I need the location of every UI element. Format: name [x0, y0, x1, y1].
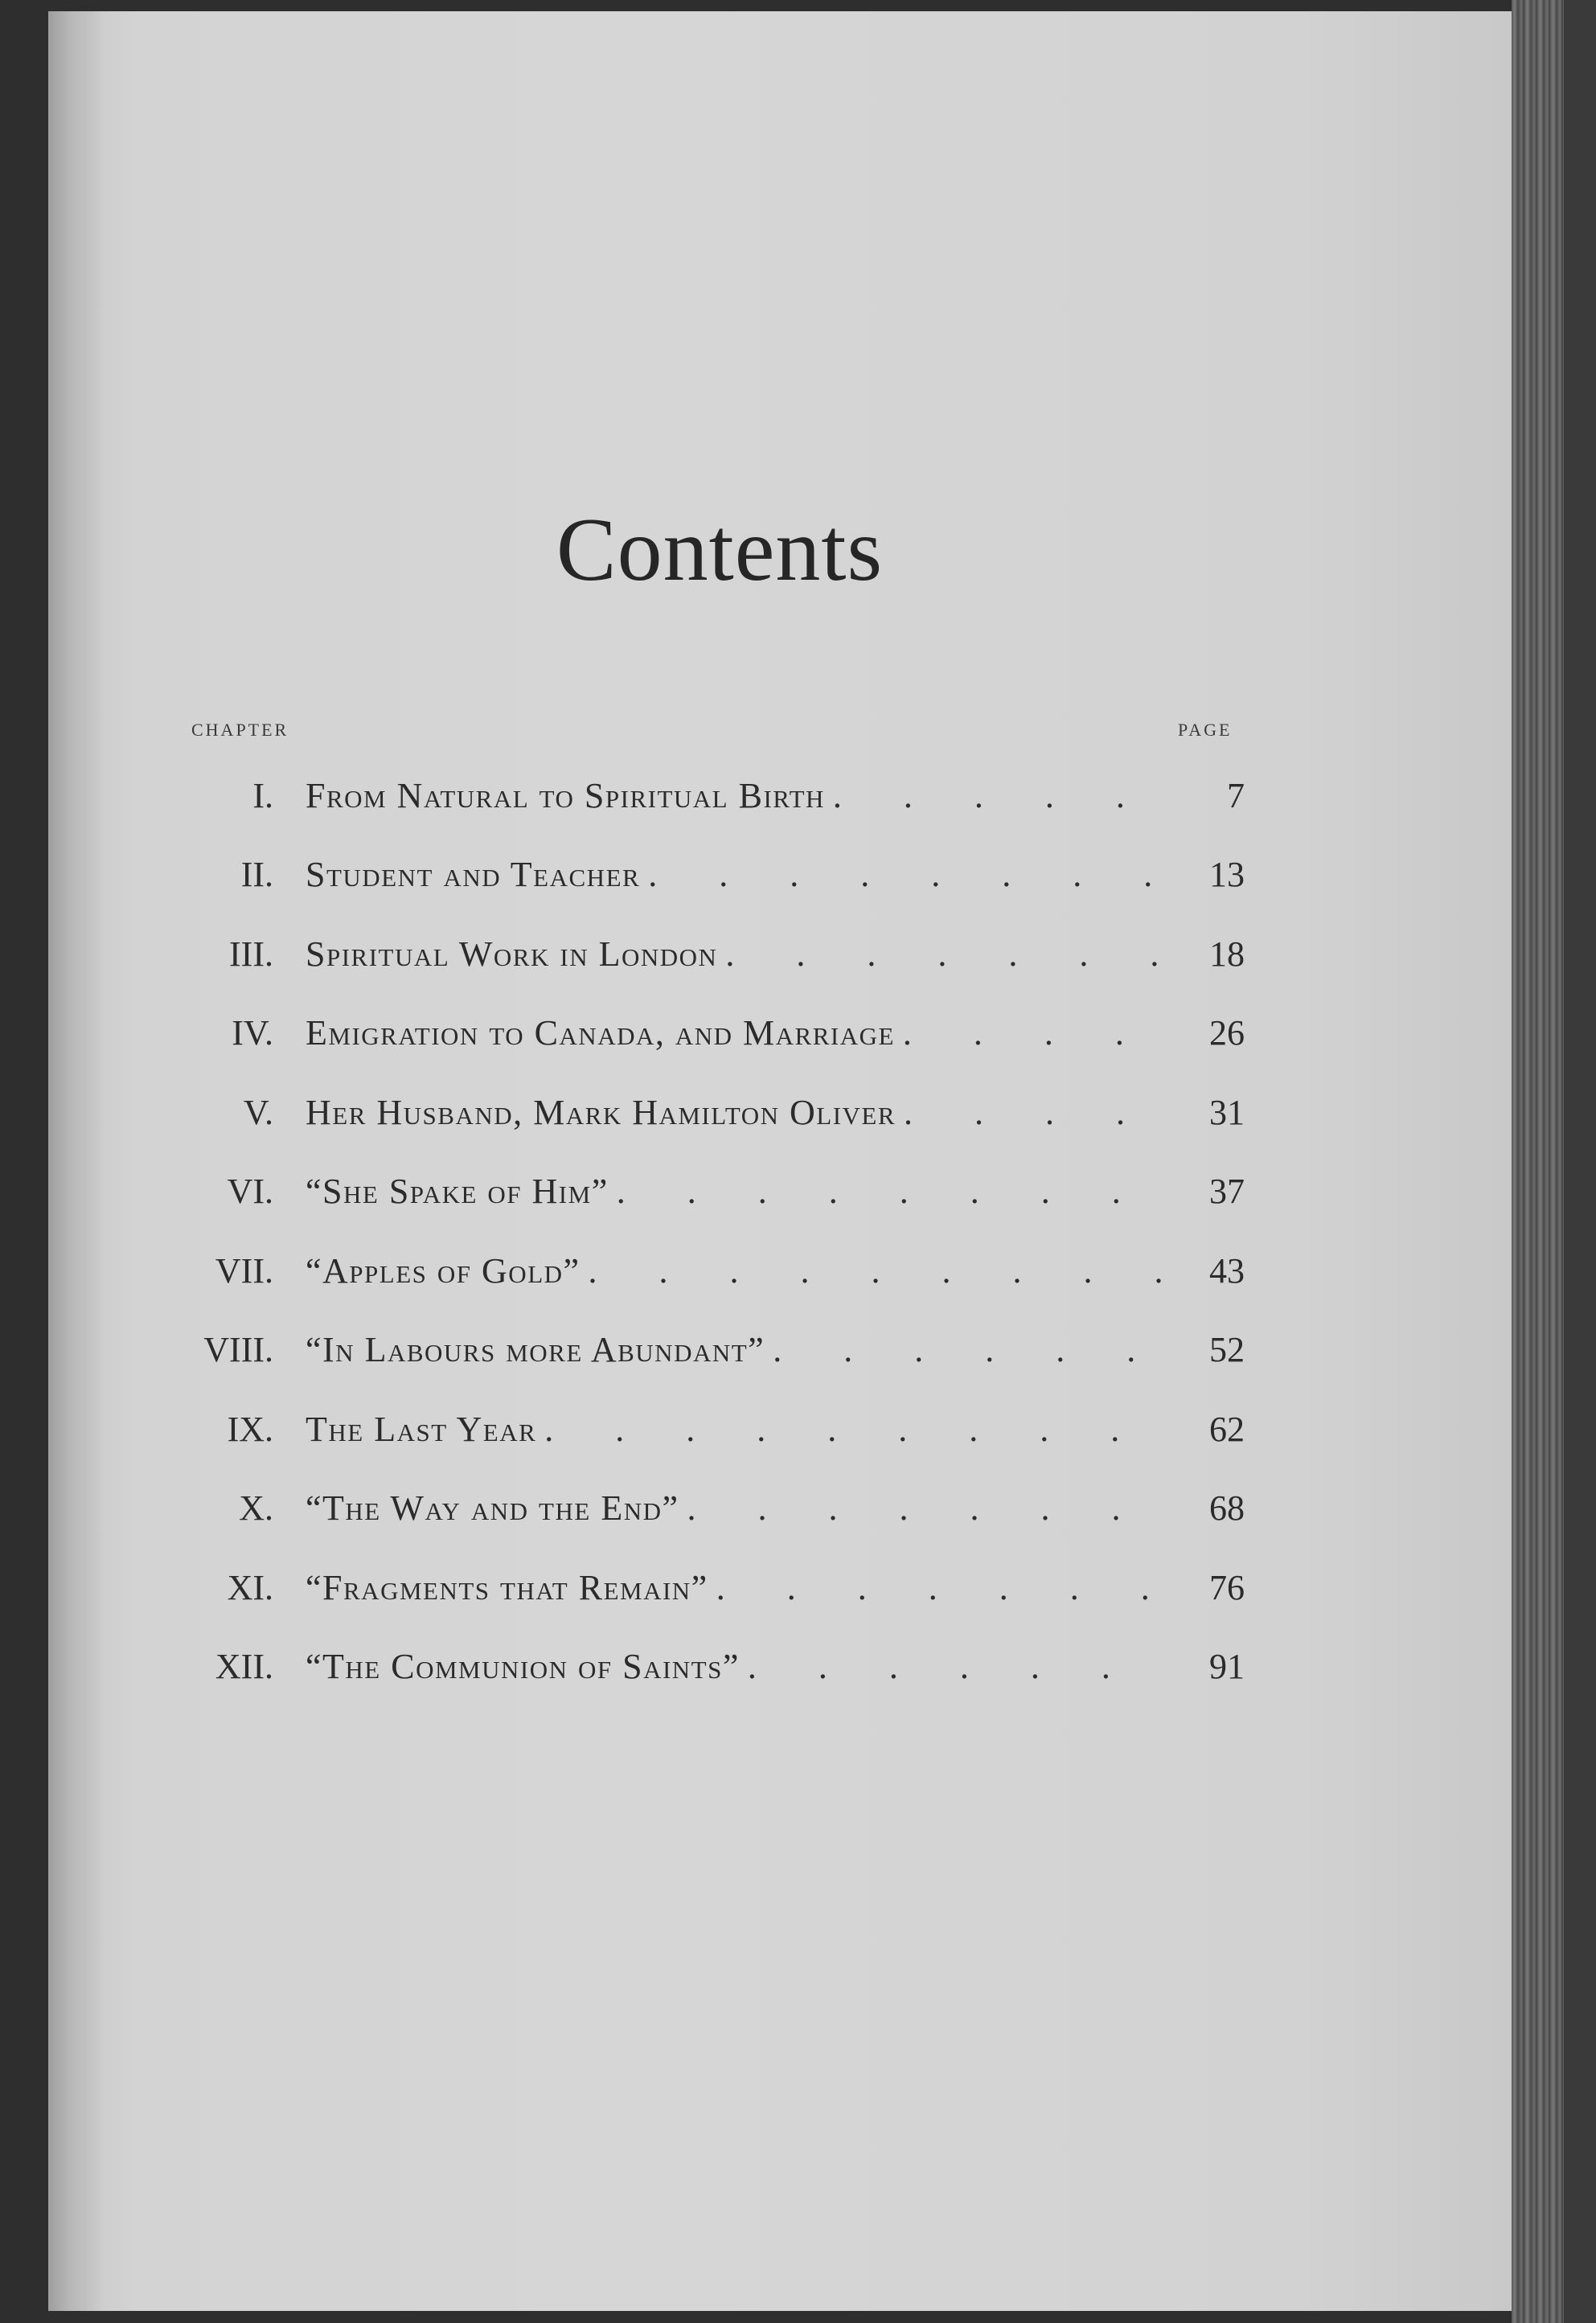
chapter-numeral: VIII.: [203, 1330, 273, 1370]
toc-entry: [161, 1231, 1254, 1311]
page-number: 31: [1209, 1092, 1245, 1132]
page-number: 91: [1209, 1647, 1245, 1687]
dot-leader: [773, 1329, 1172, 1370]
chapter-numeral: V.: [243, 1092, 273, 1132]
toc-entry: [161, 756, 1254, 835]
toc-entry: [161, 1152, 1254, 1232]
toc-entry: [161, 1073, 1254, 1152]
toc-entry: [161, 914, 1254, 994]
chapter-entry: [306, 1646, 1172, 1687]
chapter-title: “The Communion of Saints”: [306, 1647, 740, 1687]
page-number: 43: [1209, 1250, 1245, 1291]
toc-entry: [161, 1548, 1254, 1627]
chapter-entry: [306, 1012, 1172, 1053]
toc-entry: [161, 1469, 1254, 1549]
book-cover-edge: [1564, 0, 1596, 2323]
chapter-numeral: II.: [240, 855, 273, 895]
chapter-numeral: I.: [252, 775, 273, 815]
dot-leader: [833, 775, 1172, 816]
page-number: 13: [1209, 855, 1245, 895]
dot-leader: [589, 1250, 1172, 1291]
toc-entry: [161, 1311, 1254, 1390]
page-number: 26: [1209, 1013, 1245, 1053]
chapter-numeral: IV.: [232, 1013, 273, 1053]
chapter-entry: [306, 934, 1172, 975]
chapter-entry: [306, 1488, 1172, 1529]
dot-leader: [725, 934, 1172, 975]
chapter-title: “Fragments that Remain”: [306, 1567, 708, 1607]
gutter-shadow: [48, 11, 105, 2311]
chapter-entry: [306, 1409, 1172, 1450]
chapter-numeral: IX.: [227, 1409, 273, 1449]
chapter-entry: [306, 1250, 1172, 1291]
toc-entry: [161, 1389, 1254, 1469]
chapter-title: Her Husband, Mark Hamilton Oliver: [306, 1092, 896, 1132]
chapter-numeral: VII.: [215, 1250, 273, 1291]
chapter-entry: [306, 1567, 1172, 1608]
chapter-numeral: VI.: [227, 1172, 273, 1212]
page-number: 18: [1209, 934, 1245, 974]
chapter-entry: [306, 854, 1172, 895]
dot-leader: [687, 1488, 1173, 1529]
dot-leader: [617, 1171, 1172, 1212]
page-number: 68: [1209, 1488, 1245, 1529]
page-number: 37: [1209, 1172, 1245, 1212]
toc-entry: [161, 835, 1254, 915]
chapter-title: Emigration to Canada, and Marriage: [306, 1013, 895, 1053]
toc-entry: [161, 1627, 1254, 1707]
page-title: Contents: [556, 500, 884, 600]
chapter-numeral: X.: [239, 1488, 273, 1529]
toc-entry: [161, 994, 1254, 1073]
page-number: 7: [1227, 775, 1245, 815]
page-column-header: PAGE: [1178, 720, 1233, 740]
chapter-entry: [306, 1171, 1172, 1212]
dot-leader: [748, 1646, 1172, 1687]
dot-leader: [648, 854, 1172, 895]
dot-leader: [716, 1567, 1172, 1608]
chapter-entry: [306, 1329, 1172, 1370]
chapter-column-header: CHAPTER: [191, 720, 289, 740]
chapter-title: “She Spake of Him”: [306, 1172, 609, 1212]
chapter-title: Student and Teacher: [306, 855, 641, 895]
chapter-title: The Last Year: [306, 1409, 537, 1449]
page-number: 52: [1209, 1330, 1245, 1370]
chapter-title: From Natural to Spiritual Birth: [306, 775, 825, 815]
chapter-title: “Apples of Gold”: [306, 1250, 581, 1291]
table-of-contents: [161, 756, 1254, 1706]
dot-leader: [544, 1409, 1172, 1450]
dot-leader: [903, 1012, 1172, 1053]
chapter-numeral: XII.: [215, 1647, 273, 1687]
chapter-title: “In Labours more Abundant”: [306, 1330, 765, 1370]
chapter-title: “The Way and the End”: [306, 1488, 679, 1529]
chapter-entry: [306, 1092, 1172, 1133]
chapter-numeral: XI.: [227, 1567, 273, 1607]
page-number: 62: [1209, 1409, 1245, 1449]
dot-leader: [904, 1092, 1172, 1133]
chapter-numeral: III.: [229, 934, 273, 974]
chapter-title: Spiritual Work in London: [306, 934, 718, 974]
chapter-entry: [306, 775, 1172, 816]
page-number: 76: [1209, 1567, 1245, 1607]
